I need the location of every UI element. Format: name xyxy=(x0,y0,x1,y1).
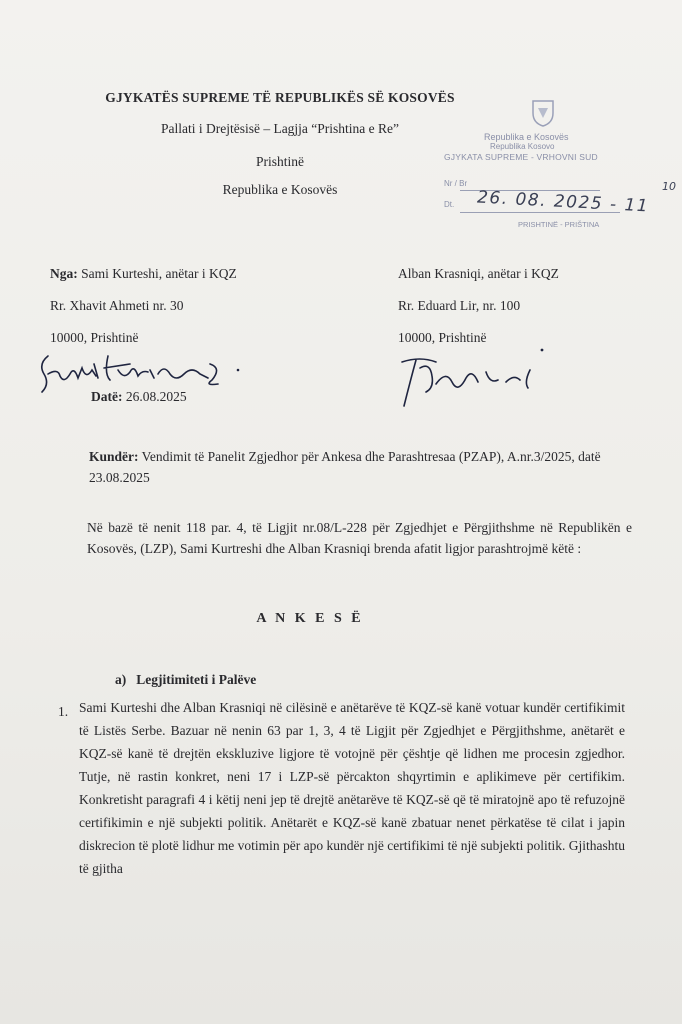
court-country: Republika e Kosovës xyxy=(222,182,338,197)
stamp-nr-label: Nr / Br xyxy=(444,179,468,188)
paragraph-text: Sami Kurteshi dhe Alban Krasniqi në cilësinë e anëtarëve të KQZ-së kanë votuar kundër certifikimit të Listës Serbe. Bazuar në nenin 63 par 1, 3, 4 të Ligjit për Zgjedhjet e Përgjithshme, anëtarët e KQZ-së kanë të drejtën ekskluzive ligjore të votojnë për çështje që lidhen me procesin zgjedhor. Tutje, në rastin konkret, neni 17 i LZP-së përcakton shqyrtimin e aplikimeve për certifikim. Konkretisht paragrafi 4 i këtij neni jep të drejtë anëtarëve të KQZ-së që të miratojnë apo të refuzojnë certifikimin e një subjekti politik. Anëtarët e KQZ-së kanë zbatuar nenet përkatëse të cilat i japin diskrecion të plotë lidhur me votimin për apo kundër një certifikimi të një subjekti politik. Gjithashtu të gjitha xyxy=(79,700,625,876)
sender-name-line xyxy=(50,266,237,282)
stamp-line-2: Republika Kosovo xyxy=(490,142,555,151)
stamp-handwritten-sup: 10 xyxy=(662,180,676,193)
against-text: Vendimit të Panelit Zgjedhor për Ankesa dhe Parashtresaa (PZAP), A.nr.3/2025, datë 23.08.2025 xyxy=(89,449,601,485)
paragraph-number: 1. xyxy=(58,704,69,719)
section-heading xyxy=(115,672,256,688)
stamp-date-label: Dt. xyxy=(444,200,455,209)
sender-label: Nga: xyxy=(50,266,78,281)
recipient-city: 10000, Prishtinë xyxy=(398,330,487,345)
against-block xyxy=(89,446,629,488)
sender-date-line xyxy=(91,389,187,405)
document-title: A N K E S Ë xyxy=(256,611,364,626)
stamp-place: PRISHTINË - PRIŠTINA xyxy=(518,220,600,229)
coat-of-arms-icon xyxy=(526,98,560,128)
sender-street: Rr. Xhavit Ahmeti nr. 30 xyxy=(50,298,184,313)
sender-name: Sami Kurteshi, anëtar i KQZ xyxy=(81,266,237,281)
legal-basis-paragraph: Në bazë të nenit 118 par. 4, të Ligjit nr.08/L-228 për Zgjedhjet e Përgjithshme në Republikën e Kosovës, (LZP), Sami Kurtreshi dhe Alban Krasniqi brenda afatit ligjor parashtrojmë këtë : xyxy=(87,520,632,556)
court-city: Prishtinë xyxy=(255,154,304,169)
sender-date: 26.08.2025 xyxy=(125,389,187,404)
stamp-line-1: Republika e Kosovës xyxy=(484,132,569,142)
section-marker: a) xyxy=(115,672,127,687)
signature-alban-krasniqi xyxy=(390,342,550,410)
court-title: GJYKATËS SUPREME TË REPUBLIKËS SË KOSOVËS xyxy=(105,90,455,105)
date-label: Datë: xyxy=(91,389,123,404)
recipient-street: Rr. Eduard Lir, nr. 100 xyxy=(398,298,521,313)
against-label: Kundër: xyxy=(89,449,139,464)
signature-sami-kurteshi xyxy=(34,334,244,396)
court-address: Pallati i Drejtësisë – Lagjja “Prishtina e Re” xyxy=(160,121,400,136)
sender-city: 10000, Prishtinë xyxy=(50,330,139,345)
recipient-name: Alban Krasniqi, anëtar i KQZ xyxy=(398,266,559,281)
section-title: Legjitimiteti i Palëve xyxy=(136,672,257,687)
stamp-line-3: GJYKATA SUPREME - VRHOVNI SUD xyxy=(444,152,598,162)
stamp-handwritten-date: 26. 08. 2025 - 11 xyxy=(476,187,650,217)
